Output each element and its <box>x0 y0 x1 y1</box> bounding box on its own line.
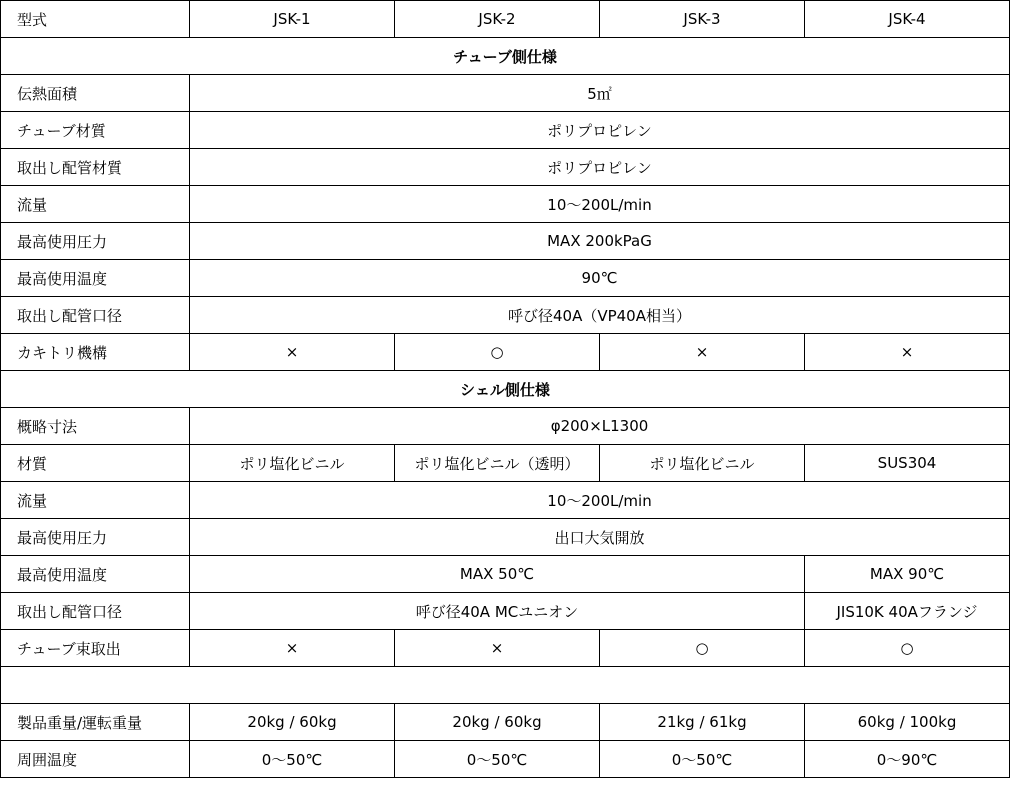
table-row <box>1 519 1010 556</box>
row-label: チューブ材質 <box>1 112 190 149</box>
row-label: 流量 <box>1 186 190 223</box>
row-value: 5㎡ <box>190 75 1010 112</box>
row-value: MAX 200kPaG <box>190 223 1010 260</box>
scraper-jsk3: × <box>600 334 805 371</box>
model-jsk1: JSK-1 <box>190 1 395 38</box>
scraper-jsk1: × <box>190 334 395 371</box>
row-label: 材質 <box>1 445 190 482</box>
row-label: 取出し配管口径 <box>1 593 190 630</box>
row-label: 最高使用圧力 <box>1 223 190 260</box>
table-row <box>1 186 1010 223</box>
weight-jsk2: 20kg / 60kg <box>395 704 600 741</box>
ambient-jsk1: 0～50℃ <box>190 741 395 778</box>
row-label: 流量 <box>1 482 190 519</box>
scraper-jsk2: ○ <box>395 334 600 371</box>
table-row <box>1 482 1010 519</box>
spacer-row <box>1 667 1010 704</box>
table-row <box>1 741 1010 778</box>
row-value: ポリプロピレン <box>190 112 1010 149</box>
ambient-jsk3: 0～50℃ <box>600 741 805 778</box>
row-value: 90℃ <box>190 260 1010 297</box>
ambient-jsk4: 0～90℃ <box>805 741 1010 778</box>
row-value: 10～200L/min <box>190 186 1010 223</box>
bundle-jsk4: ○ <box>805 630 1010 667</box>
weight-jsk3: 21kg / 61kg <box>600 704 805 741</box>
row-label: 概略寸法 <box>1 408 190 445</box>
port-jsk4: JIS10K 40Aフランジ <box>805 593 1010 630</box>
table-row <box>1 112 1010 149</box>
row-label: 取出し配管口径 <box>1 297 190 334</box>
row-value: φ200×L1300 <box>190 408 1010 445</box>
material-jsk2: ポリ塩化ビニル（透明） <box>395 445 600 482</box>
scraper-jsk4: × <box>805 334 1010 371</box>
shell-section-header <box>1 371 1010 408</box>
bundle-jsk2: × <box>395 630 600 667</box>
table-row <box>1 149 1010 186</box>
row-label: チューブ束取出 <box>1 630 190 667</box>
table-row <box>1 704 1010 741</box>
row-label: 最高使用温度 <box>1 556 190 593</box>
table-row <box>1 408 1010 445</box>
row-value: 出口大気開放 <box>190 519 1010 556</box>
header-row <box>1 1 1010 38</box>
ambient-jsk2: 0～50℃ <box>395 741 600 778</box>
row-label: 周囲温度 <box>1 741 190 778</box>
temperature-jsk4: MAX 90℃ <box>805 556 1010 593</box>
spacer-cell <box>1 667 1010 704</box>
row-label: 取出し配管材質 <box>1 149 190 186</box>
table-row <box>1 630 1010 667</box>
bundle-jsk3: ○ <box>600 630 805 667</box>
row-value: MAX 50℃ <box>190 556 805 593</box>
table-row <box>1 334 1010 371</box>
row-value: 呼び径40A MCユニオン <box>190 593 805 630</box>
model-jsk4: JSK-4 <box>805 1 1010 38</box>
row-label: カキトリ機構 <box>1 334 190 371</box>
table-row <box>1 223 1010 260</box>
tube-section-title: チューブ側仕様 <box>1 38 1010 75</box>
material-jsk3: ポリ塩化ビニル <box>600 445 805 482</box>
row-value: ポリプロピレン <box>190 149 1010 186</box>
material-jsk1: ポリ塩化ビニル <box>190 445 395 482</box>
shell-section-title: シェル側仕様 <box>1 371 1010 408</box>
table-row <box>1 297 1010 334</box>
table-row <box>1 556 1010 593</box>
model-label: 型式 <box>1 1 190 38</box>
table-row <box>1 75 1010 112</box>
model-jsk3: JSK-3 <box>600 1 805 38</box>
row-label: 製品重量/運転重量 <box>1 704 190 741</box>
material-jsk4: SUS304 <box>805 445 1010 482</box>
row-label: 最高使用温度 <box>1 260 190 297</box>
table-row <box>1 593 1010 630</box>
weight-jsk4: 60kg / 100kg <box>805 704 1010 741</box>
tube-section-header <box>1 38 1010 75</box>
row-value: 10～200L/min <box>190 482 1010 519</box>
row-label: 最高使用圧力 <box>1 519 190 556</box>
row-label: 伝熱面積 <box>1 75 190 112</box>
weight-jsk1: 20kg / 60kg <box>190 704 395 741</box>
table-row <box>1 260 1010 297</box>
row-value: 呼び径40A（VP40A相当） <box>190 297 1010 334</box>
bundle-jsk1: × <box>190 630 395 667</box>
table-row <box>1 445 1010 482</box>
model-jsk2: JSK-2 <box>395 1 600 38</box>
